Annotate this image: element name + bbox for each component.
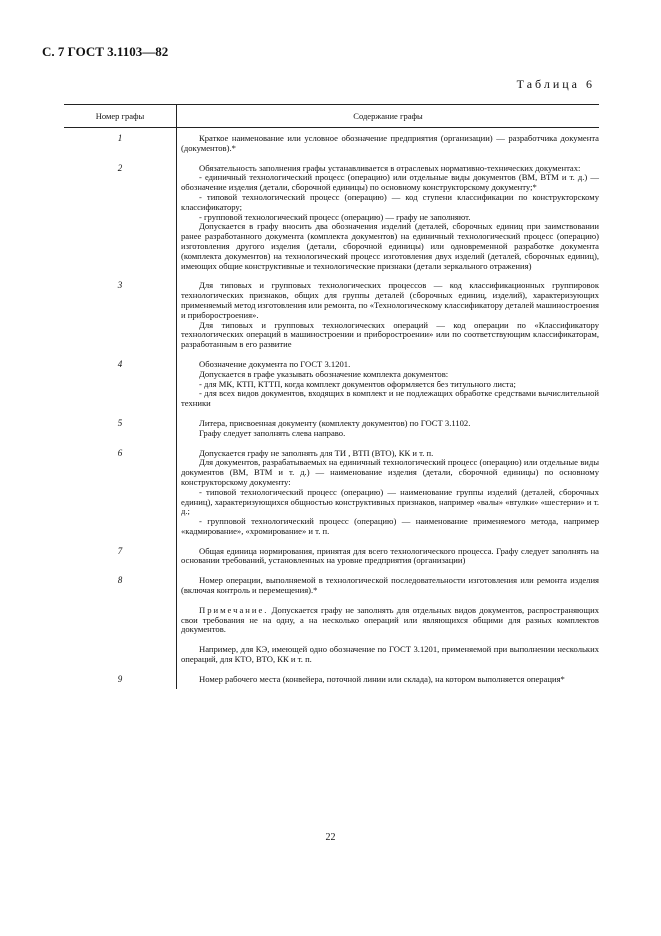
paragraph: - типовой технологический процесс (операцию) — наименование группы изделий (деталей, сборочных единиц), характеризующихся общностью конструктивных признаков, например «валы» «втулки» «шестерни» и т. д.;: [181, 486, 599, 517]
paragraph: Номер операции, выполняемой в технологической последовательности изготовления или ремонта изделия (включая контроль и перемещения).*: [181, 575, 599, 596]
paragraph: Допускается в графу вносить два обозначения изделий (деталей, сборочных единиц при заимствовании ранее разработанного документа (комплекта документов) на единичный технологический процесс (операцию) изготовления другого изделия (детали, сборочной единицы) или одновременной разработке документа (комплекта документов) на технологический процесс изготовления двух изделий (деталей, сборочных единиц), имеющих общие конструктивные и технологические признаки (детали зеркального отражения): [181, 221, 599, 271]
row-number: 7: [64, 541, 177, 571]
page-header: С. 7 ГОСТ 3.1103—82: [42, 44, 169, 59]
paragraph: Для документов, разрабатываемых на единичный технологический процесс (операцию) или отдельные виды документов (ВМ, ВТМ и т. д.) — наименование изделия (детали, сборочной единицы) по основному конструкторскому документу:: [181, 457, 599, 487]
table-title: Таблица 6: [516, 77, 595, 91]
table-row: [64, 275, 599, 354]
row-number: 9: [64, 669, 177, 689]
paragraph: - для МК, КТП, КТТП, когда комплект документов оформляется без титульного листа;: [199, 378, 516, 389]
table-row: [64, 413, 599, 443]
row-content: [177, 541, 600, 571]
table-header-row: [64, 105, 599, 128]
table-row: [64, 354, 599, 413]
content-table: [64, 104, 599, 689]
page-number: 22: [325, 832, 336, 843]
paragraph: Графу следует заполнять слева направо.: [199, 427, 346, 438]
note-label: Примечание.: [199, 604, 269, 615]
row-content: [177, 128, 600, 158]
paragraph: Литера, присвоенная документу (комплекту документов) по ГОСТ 3.1102.: [199, 417, 471, 428]
row-number: 4: [64, 354, 177, 413]
table-row: [64, 128, 599, 158]
paragraph: Для типовых и групповых технологических операций — код операции по «Классификатору технологических операций в машиностроении и приборостроении» или по соответствующим классификаторам, разработанным в его развитие: [181, 319, 599, 350]
row-content: [177, 570, 600, 669]
row-number: 3: [64, 275, 177, 354]
paragraph: Допускается графу не заполнять для ТИ , ВТП (ВТО), КК и т. п.: [199, 447, 434, 458]
table-row: [64, 541, 599, 571]
paragraph: - единичный технологический процесс (операцию) или отдельные виды документов (ВМ, ВТМ и т. д.) — обозначение изделия (детали, сборочной единицы) по основному конструкторскому документу;*: [181, 172, 599, 193]
paragraph: Для типовых и групповых технологических процессов — код классификационных группировок технологических признаков, общих для группы деталей (сборочных единиц, изделий), характеризующих применяемый метод изготовления или ремонта, по «Технологическому классификатору деталей машиностроения и приборостроения».: [181, 280, 599, 320]
table-row: [64, 570, 599, 669]
paragraph: - для всех видов документов, входящих в комплект и не подлежащих обработке средствами вычислительной техники: [181, 388, 599, 409]
paragraph: Краткое наименование или условное обозначение предприятия (организации) — разработчика документа (документов).*: [181, 133, 599, 153]
column-header-content: Содержание графы: [177, 105, 600, 128]
paragraph: Общая единица нормирования, принятая для всего технологического процесса. Графу следует заполнять на основании требований, установленных на уровне предприятия (организации): [181, 545, 599, 566]
row-number: 5: [64, 413, 177, 443]
table-row: [64, 158, 599, 276]
paragraph: - групповой технологический процесс (операцию) — графу не заполняют.: [199, 211, 471, 222]
table-row: [64, 669, 599, 689]
table-row: [64, 443, 599, 541]
note-text: Допускается графу не заполнять для отдельных видов документов, распространяющих свои требования не на одну, а на несколько операций или являющихся общими для разных комплектов документов.: [181, 604, 599, 635]
paragraph: Обязательность заполнения графы устанавливается в отраслевых нормативно-технических документах:: [199, 162, 581, 173]
note-paragraph: [181, 606, 599, 635]
row-content: [177, 669, 600, 689]
paragraph: - типовой технологический процесс (операцию) — код ступени классификации по конструкторскому классификатору;: [181, 191, 599, 212]
row-content: [177, 443, 600, 541]
row-number: 6: [64, 443, 177, 541]
paragraph: Номер рабочего места (конвейера, поточной линии или склада), на котором выполняется операция*: [199, 673, 565, 684]
paragraph: Обозначение документа по ГОСТ 3.1201.: [199, 358, 351, 369]
row-number: 8: [64, 570, 177, 669]
column-header-number: Номер графы: [64, 105, 177, 128]
paragraph: Допускается в графе указывать обозначение комплекта документов:: [199, 368, 449, 379]
paragraph: - групповой технологический процесс (операцию) — наименование применяемого метода, например «кадмирование», «хромирование» и т. п.: [181, 516, 599, 536]
row-content: [177, 275, 600, 354]
row-content: [177, 158, 600, 276]
example-paragraph: Например, для КЭ, имеющей одно обозначение по ГОСТ 3.1201, применяемой при выполнении нескольких операций, для КТО, ВТО, КК и т. п.: [181, 644, 599, 665]
row-content: [177, 354, 600, 413]
row-content: [177, 413, 600, 443]
row-number: 1: [64, 128, 177, 158]
row-number: 2: [64, 158, 177, 276]
